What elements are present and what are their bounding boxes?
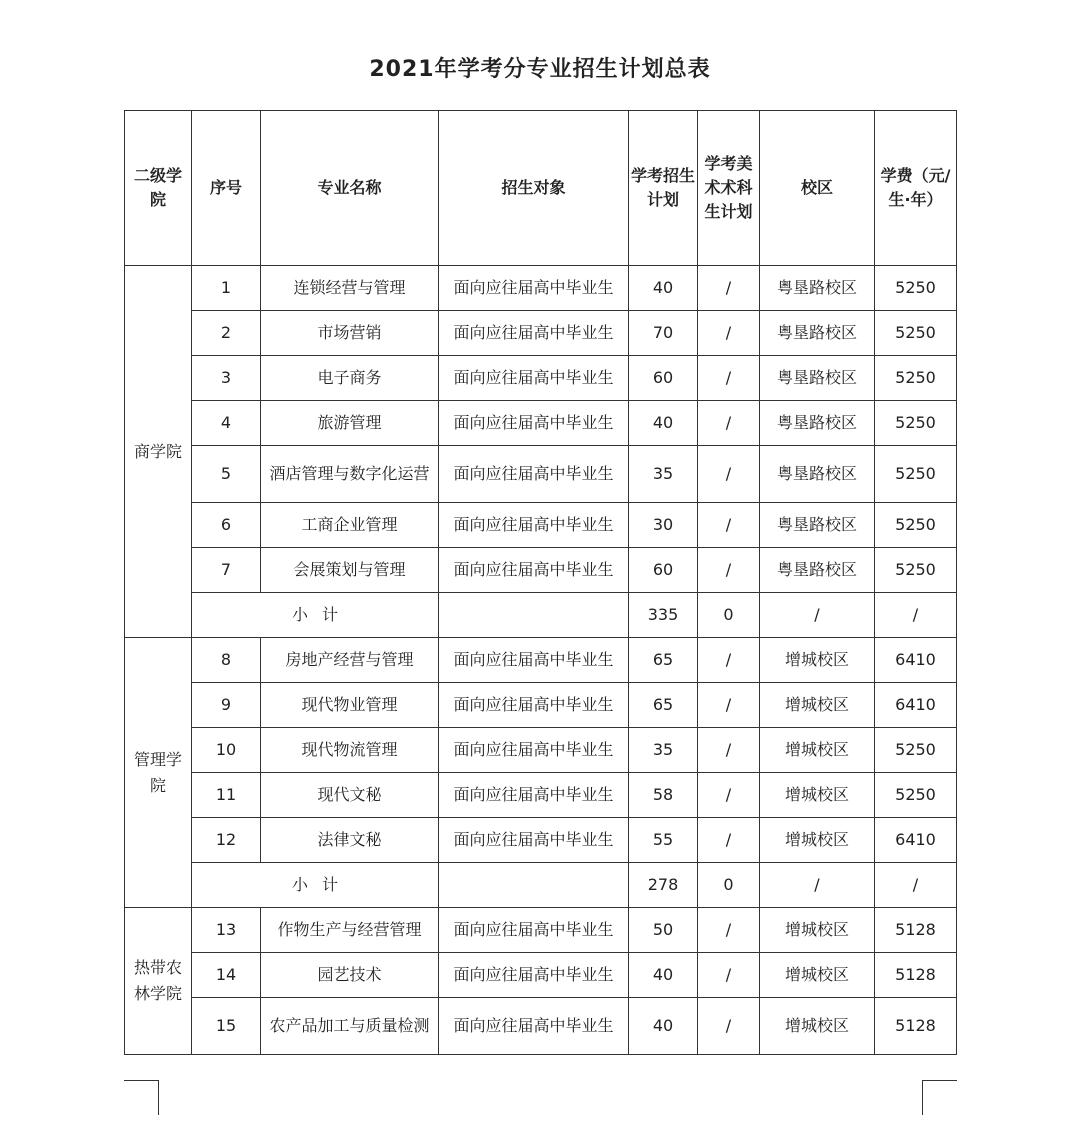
row-no: 2 [192, 311, 261, 356]
row-target: 面向应往届高中毕业生 [439, 908, 629, 953]
table-row [125, 728, 957, 773]
header-no: 序号 [192, 111, 261, 266]
table-row [125, 953, 957, 998]
row-no: 11 [192, 773, 261, 818]
row-art: / [698, 638, 760, 683]
row-target: 面向应往届高中毕业生 [439, 548, 629, 593]
table-row [125, 638, 957, 683]
row-target: 面向应往届高中毕业生 [439, 953, 629, 998]
row-fee: 5250 [875, 356, 957, 401]
row-major: 房地产经营与管理 [261, 638, 439, 683]
row-major: 现代物业管理 [261, 683, 439, 728]
page-title: 2021年学考分专业招生计划总表 [369, 57, 711, 82]
row-campus: 粤垦路校区 [760, 311, 875, 356]
row-plan: 50 [629, 908, 698, 953]
row-major: 作物生产与经营管理 [261, 908, 439, 953]
row-art: / [698, 503, 760, 548]
row-fee: 6410 [875, 818, 957, 863]
subtotal-plan: 278 [629, 863, 698, 908]
row-art: / [698, 908, 760, 953]
row-campus: 增城校区 [760, 818, 875, 863]
header-college: 二级学院 [125, 111, 192, 266]
row-fee: 5250 [875, 446, 957, 503]
row-no: 14 [192, 953, 261, 998]
row-campus: 粤垦路校区 [760, 548, 875, 593]
row-major: 市场营销 [261, 311, 439, 356]
row-target: 面向应往届高中毕业生 [439, 818, 629, 863]
subtotal-plan: 335 [629, 593, 698, 638]
subtotal-label: 小 计 [192, 863, 439, 908]
subtotal-art: 0 [698, 593, 760, 638]
row-no: 8 [192, 638, 261, 683]
row-art: / [698, 998, 760, 1055]
row-fee: 5250 [875, 503, 957, 548]
table-row [125, 503, 957, 548]
row-plan: 40 [629, 401, 698, 446]
row-plan: 60 [629, 548, 698, 593]
subtotal-row [125, 863, 957, 908]
row-plan: 35 [629, 728, 698, 773]
row-art: / [698, 953, 760, 998]
row-target: 面向应往届高中毕业生 [439, 728, 629, 773]
header-plan: 学考招生计划 [629, 111, 698, 266]
row-campus: 增城校区 [760, 638, 875, 683]
row-plan: 35 [629, 446, 698, 503]
row-target: 面向应往届高中毕业生 [439, 773, 629, 818]
row-fee: 5128 [875, 908, 957, 953]
row-target: 面向应往届高中毕业生 [439, 683, 629, 728]
row-art: / [698, 773, 760, 818]
table-row [125, 356, 957, 401]
row-fee: 5128 [875, 998, 957, 1055]
row-major: 现代物流管理 [261, 728, 439, 773]
row-major: 旅游管理 [261, 401, 439, 446]
row-no: 10 [192, 728, 261, 773]
row-art: / [698, 683, 760, 728]
subtotal-empty [439, 593, 629, 638]
row-campus: 增城校区 [760, 998, 875, 1055]
row-no: 13 [192, 908, 261, 953]
row-major: 连锁经营与管理 [261, 266, 439, 311]
row-no: 15 [192, 998, 261, 1055]
row-fee: 6410 [875, 638, 957, 683]
subtotal-label: 小 计 [192, 593, 439, 638]
row-campus: 增城校区 [760, 953, 875, 998]
row-art: / [698, 311, 760, 356]
row-fee: 5250 [875, 548, 957, 593]
crop-mark-right [922, 1080, 957, 1115]
table-row [125, 683, 957, 728]
subtotal-campus: / [760, 863, 875, 908]
row-fee: 5128 [875, 953, 957, 998]
row-plan: 40 [629, 998, 698, 1055]
row-major: 农产品加工与质量检测 [261, 998, 439, 1055]
table-row [125, 401, 957, 446]
header-art-plan: 学考美术术科生计划 [698, 111, 760, 266]
row-art: / [698, 548, 760, 593]
row-plan: 40 [629, 953, 698, 998]
row-campus: 粤垦路校区 [760, 503, 875, 548]
college-cell: 管理学院 [125, 638, 192, 908]
table-row [125, 908, 957, 953]
row-campus: 增城校区 [760, 683, 875, 728]
row-no: 12 [192, 818, 261, 863]
subtotal-fee: / [875, 863, 957, 908]
row-major: 工商企业管理 [261, 503, 439, 548]
row-major: 酒店管理与数字化运营 [261, 446, 439, 503]
row-target: 面向应往届高中毕业生 [439, 638, 629, 683]
row-target: 面向应往届高中毕业生 [439, 311, 629, 356]
row-campus: 粤垦路校区 [760, 446, 875, 503]
row-major: 现代文秘 [261, 773, 439, 818]
row-no: 4 [192, 401, 261, 446]
row-target: 面向应往届高中毕业生 [439, 266, 629, 311]
subtotal-fee: / [875, 593, 957, 638]
row-major: 法律文秘 [261, 818, 439, 863]
subtotal-campus: / [760, 593, 875, 638]
row-major: 会展策划与管理 [261, 548, 439, 593]
row-campus: 粤垦路校区 [760, 356, 875, 401]
row-plan: 65 [629, 638, 698, 683]
row-campus: 增城校区 [760, 728, 875, 773]
row-no: 9 [192, 683, 261, 728]
row-target: 面向应往届高中毕业生 [439, 401, 629, 446]
row-campus: 增城校区 [760, 908, 875, 953]
row-fee: 5250 [875, 728, 957, 773]
row-campus: 增城校区 [760, 773, 875, 818]
table-row [125, 773, 957, 818]
row-art: / [698, 266, 760, 311]
table-row [125, 998, 957, 1055]
row-campus: 粤垦路校区 [760, 266, 875, 311]
row-no: 3 [192, 356, 261, 401]
row-fee: 5250 [875, 311, 957, 356]
row-no: 1 [192, 266, 261, 311]
row-plan: 70 [629, 311, 698, 356]
row-major: 电子商务 [261, 356, 439, 401]
row-target: 面向应往届高中毕业生 [439, 446, 629, 503]
table-row [125, 818, 957, 863]
table-row [125, 446, 957, 503]
row-target: 面向应往届高中毕业生 [439, 503, 629, 548]
row-no: 6 [192, 503, 261, 548]
subtotal-empty [439, 863, 629, 908]
header-target: 招生对象 [439, 111, 629, 266]
college-cell: 热带农林学院 [125, 908, 192, 1055]
table-row [125, 311, 957, 356]
header-major: 专业名称 [261, 111, 439, 266]
subtotal-row [125, 593, 957, 638]
row-plan: 65 [629, 683, 698, 728]
row-plan: 60 [629, 356, 698, 401]
row-no: 7 [192, 548, 261, 593]
table-row [125, 266, 957, 311]
row-major: 园艺技术 [261, 953, 439, 998]
header-row [125, 111, 957, 266]
row-plan: 30 [629, 503, 698, 548]
table-row [125, 548, 957, 593]
college-cell: 商学院 [125, 266, 192, 638]
row-plan: 40 [629, 266, 698, 311]
subtotal-art: 0 [698, 863, 760, 908]
row-no: 5 [192, 446, 261, 503]
row-art: / [698, 728, 760, 773]
row-target: 面向应往届高中毕业生 [439, 356, 629, 401]
header-campus: 校区 [760, 111, 875, 266]
row-fee: 6410 [875, 683, 957, 728]
row-fee: 5250 [875, 401, 957, 446]
row-target: 面向应往届高中毕业生 [439, 998, 629, 1055]
row-fee: 5250 [875, 773, 957, 818]
row-fee: 5250 [875, 266, 957, 311]
row-art: / [698, 818, 760, 863]
row-art: / [698, 356, 760, 401]
row-campus: 粤垦路校区 [760, 401, 875, 446]
row-plan: 58 [629, 773, 698, 818]
row-art: / [698, 446, 760, 503]
crop-mark-left [124, 1080, 159, 1115]
row-art: / [698, 401, 760, 446]
header-fee: 学费（元/生·年） [875, 111, 957, 266]
row-plan: 55 [629, 818, 698, 863]
enrollment-plan-table [124, 110, 957, 1055]
